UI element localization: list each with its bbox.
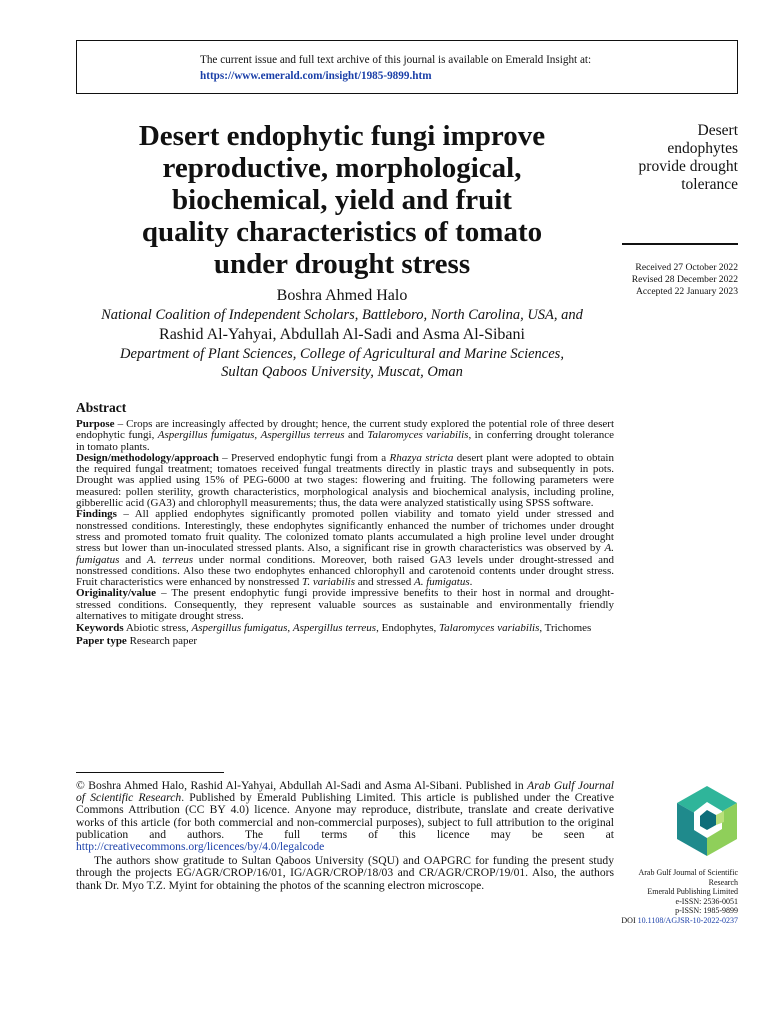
footnote-divider <box>76 772 224 773</box>
pissn: p-ISSN: 1985-9899 <box>675 906 738 916</box>
findings-text: and stressed <box>355 576 414 589</box>
licence-link[interactable]: http://creativecommons.org/licences/by/4.0/legalcode <box>76 840 325 854</box>
doi-link[interactable]: 10.1108/AGJSR-10-2022-0237 <box>637 915 738 925</box>
journal-notice-text: The current issue and full text archive of this journal is available on Emerald Insight at: <box>200 54 592 66</box>
affiliation-primary: National Coalition of Independent Scholars, Battleboro, North Carolina, USA, and <box>101 307 583 323</box>
sidebar-divider <box>622 243 738 245</box>
accepted-date: Accepted 22 January 2023 <box>635 286 738 297</box>
journal-name-line: Arab Gulf Journal of Scientific <box>638 868 738 877</box>
keywords-label: Keywords <box>76 622 124 635</box>
design-text: desert plant were adopted to obtain the required fungal treatment; tomatoes received fungal treatments directly in plastic trays and subsequently in pots. Drought was applied using 15% of PEG-6000 at two stages: flowering and fruiting. The following parameters were measured: pollen sterility, growth characteristics, morphological analysis and biochemical analysis, including proline, gibberellic acid (GA3) and chlorophyll measurements; thus, the data were analyzed statistically using SPSS software. <box>76 451 614 510</box>
purpose-text: , in conferring drought tolerance in tomato plants. <box>76 429 614 453</box>
design-text: – Preserved endophytic fungi from a <box>218 451 390 464</box>
running-head <box>608 122 738 194</box>
title-line: under drought stress <box>213 248 471 280</box>
species-name: Aspergillus terreus <box>292 622 377 635</box>
author-primary: Boshra Ahmed Halo <box>276 287 408 304</box>
author-group: Rashid Al-Yahyai, Abdullah Al-Sadi and Asma Al-Sibani <box>159 326 525 343</box>
species-name: Rhazya stricta <box>389 451 454 464</box>
species-name: Aspergillus fumigatus <box>157 429 255 442</box>
findings-text: and <box>119 553 147 566</box>
running-head-line: provide drought <box>638 158 738 175</box>
purpose-text: , <box>254 429 261 442</box>
copyright-notice <box>76 780 614 853</box>
paper-type-label: Paper type <box>76 634 127 647</box>
findings-label: Findings <box>76 508 117 521</box>
eissn: e-ISSN: 2536-0051 <box>675 896 738 906</box>
article-history <box>600 262 738 298</box>
acknowledgement: The authors show gratitude to Sultan Qaboos University (SQU) and OAPGRC for funding the present study through the projects EG/AGR/CROP/16/01, IG/AGR/CROP/18/03 and CR/AGR/CROP/19/01. Also, the authors thank Dr. Myo T.Z. Myint for obtaining the photos of the scanning electron microscope. <box>76 854 614 892</box>
journal-notice <box>200 52 591 84</box>
title-line: Desert endophytic fungi improve <box>138 120 546 152</box>
species-name: A. fumigatus <box>413 576 470 589</box>
originality-label: Originality/value <box>76 587 157 600</box>
journal-name-line: Research <box>708 877 738 887</box>
doi-label: DOI <box>621 915 638 925</box>
abstract-purpose <box>76 419 614 453</box>
received-date: Received 27 October 2022 <box>635 262 738 273</box>
running-head-line: Desert <box>697 122 738 139</box>
journal-name: Arab Gulf Journal of Scientific Research <box>76 779 614 805</box>
journal-archive-link[interactable]: https://www.emerald.com/insight/1985-9899.htm <box>200 70 432 82</box>
publisher: Emerald Publishing Limited <box>647 887 738 897</box>
purpose-text: – Crops are increasingly affected by drought; hence, the current study explored the potential role of three desert endophytic fungi, <box>76 418 614 442</box>
running-head-line: endophytes <box>667 140 738 157</box>
copyright-text: . Published by Emerald Publishing Limited. This article is published under the Creative Commons Attribution (CC BY 4.0) licence. Anyone may reproduce, distribute, translate and create derivative works of this article (for both commercial and non-commercial purposes), subject to full attribution to the original publication and authors. The full terms of this licence may be seen at <box>76 791 614 841</box>
affiliation-secondary-line2: Sultan Qaboos University, Muscat, Oman <box>221 364 463 380</box>
species-name: A. terreus <box>146 553 193 566</box>
purpose-text: and <box>344 429 368 442</box>
title-line: biochemical, yield and fruit <box>172 184 512 216</box>
findings-text: . <box>469 576 473 589</box>
abstract-findings <box>76 509 614 588</box>
findings-text: – All applied endophytes significantly promoted pollen viability and tomato yield under stressed and nonstressed conditions. Interestingly, these endophytes significantly enhanced the number of trichomes under drought stress and promoted tomato fruit quality. The colonized tomato plants accumulated a high proline level under drought stress but lower than un-inoculated stressed plants. Also, a significant rise in growth characteristics was observed by <box>76 508 614 555</box>
affiliation-secondary-line1: Department of Plant Sciences, College of Agricultural and Marine Sciences, <box>120 346 564 362</box>
journal-info <box>600 868 738 926</box>
paper-type-value: Research paper <box>126 634 198 647</box>
species-name: T. variabilis <box>302 576 356 589</box>
emerald-open-access-logo-icon <box>674 784 740 858</box>
title-line: quality characteristics of tomato <box>141 216 543 248</box>
title-line: reproductive, morphological, <box>162 152 522 184</box>
keywords-text: , Trichomes <box>539 622 592 635</box>
species-name: Aspergillus fumigatus <box>191 622 288 635</box>
keywords-text: , Endophytes, <box>376 622 440 635</box>
revised-date: Revised 28 December 2022 <box>631 274 738 285</box>
doi <box>600 916 738 926</box>
findings-text: under normal conditions. Moreover, both raised GA3 levels under drought-stressed and nonstressed conditions. Also these two endophytes enhanced chlorophyll and carotenoid contents under drought stress. Fruit characteristics were enhanced by nonstressed <box>76 553 614 589</box>
keywords-text: Abiotic stress, <box>123 622 192 635</box>
abstract <box>76 400 614 647</box>
copyright-footnote <box>76 780 614 892</box>
species-name: Talaromyces variabilis <box>439 622 540 635</box>
purpose-label: Purpose <box>76 418 115 430</box>
paper-type <box>76 636 614 647</box>
species-name: Aspergillus terreus <box>260 429 345 442</box>
keywords <box>76 622 614 636</box>
species-name: Talaromyces variabilis <box>367 429 469 442</box>
article-title <box>76 120 608 280</box>
design-label: Design/methodology/approach <box>76 451 219 464</box>
copyright-text: © Boshra Ahmed Halo, Rashid Al-Yahyai, Abdullah Al-Sadi and Asma Al-Sibani. Published in <box>76 779 528 792</box>
running-head-line: tolerance <box>681 176 738 193</box>
keywords-text: , <box>287 622 293 635</box>
abstract-originality <box>76 588 614 622</box>
abstract-design <box>76 453 614 509</box>
abstract-heading: Abstract <box>76 400 127 415</box>
species-name: A. fumigatus <box>76 542 614 566</box>
originality-text: – The present endophytic fungi provide impressive benefits to their host in normal and drought-stressed conditions. Consequently, they represent valuable sources as sustainable and environmentally friendly alternatives to mitigate drought stress. <box>76 587 614 623</box>
